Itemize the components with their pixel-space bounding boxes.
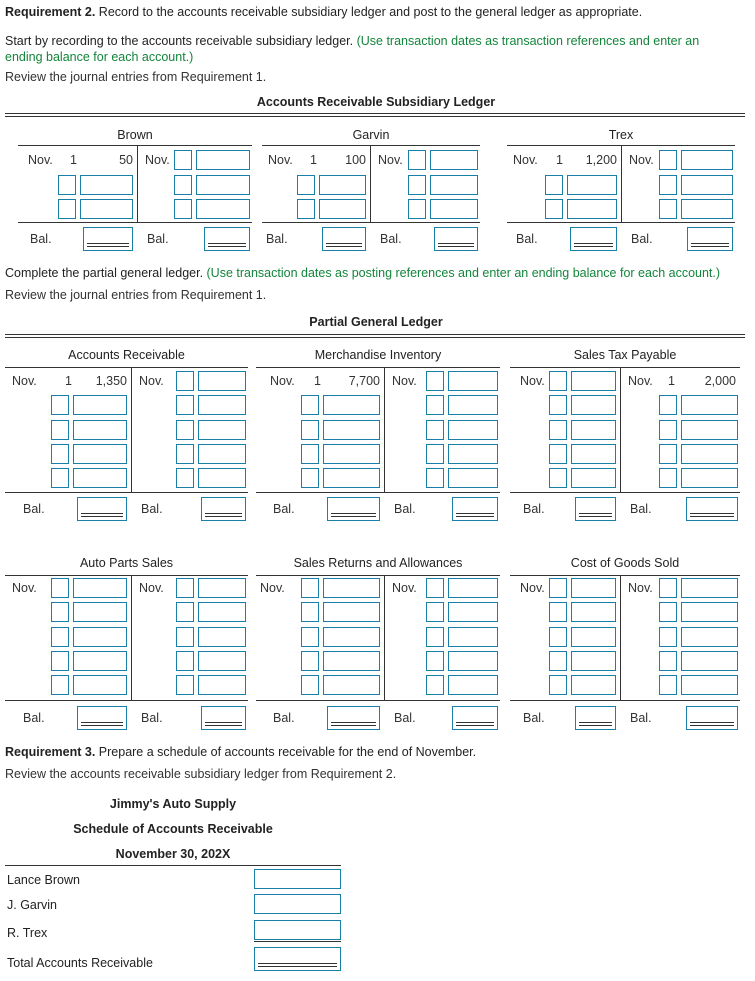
cost-of-goods-sold-account-debit-amount-input-4[interactable] [571, 675, 616, 695]
cost-of-goods-sold-account-credit-date-input-1[interactable] [659, 602, 677, 622]
garvin-account-credit-amount-input-0[interactable] [430, 150, 478, 170]
garvin-account-debit-amount: 100 [345, 153, 366, 167]
merchandise-inventory-account-credit-date-input-1[interactable] [426, 395, 444, 415]
sales-tax-payable-account-bottom-rule [510, 492, 740, 493]
trex-account-debit-nov-label: Nov. [513, 153, 538, 167]
trex-account-credit-nov-label: Nov. [629, 153, 654, 167]
auto-parts-sales-account-credit-nov-label: Nov. [139, 581, 164, 595]
cost-of-goods-sold-account-debit-nov-label: Nov. [520, 581, 545, 595]
cost-of-goods-sold-account-debit-bal-label: Bal. [523, 711, 545, 725]
accounts-receivable-account-debit-date-input-2[interactable] [51, 420, 69, 440]
sales-tax-payable-account-credit-nov-label: Nov. [628, 374, 653, 388]
merchandise-inventory-account-credit-date-input-3[interactable] [426, 444, 444, 464]
sales-tax-payable-account-debit-amount-input-2[interactable] [571, 420, 616, 440]
sales-returns-account-bottom-rule [256, 700, 500, 701]
trex-account-debit-bal-label: Bal. [516, 232, 538, 246]
sales-returns-account-debit-date-input-3[interactable] [301, 651, 319, 671]
brown-account-credit-balance-input[interactable] [204, 227, 250, 251]
merchandise-inventory-account-debit-amount-input-4[interactable] [323, 468, 380, 488]
auto-parts-sales-account-credit-amount-input-1[interactable] [198, 602, 246, 622]
schedule-row-total: Total Accounts Receivable [7, 956, 153, 970]
merchandise-inventory-account-debit-date-input-2[interactable] [301, 420, 319, 440]
merchandise-inventory-account-debit-amount-input-1[interactable] [323, 395, 380, 415]
sales-tax-payable-account-title: Sales Tax Payable [573, 348, 677, 362]
merchandise-inventory-account-credit-amount-input-3[interactable] [448, 444, 498, 464]
accounts-receivable-account-credit-amount-input-1[interactable] [198, 395, 246, 415]
sales-returns-account-center-rule [384, 575, 385, 700]
trex-account-debit-balance-input[interactable] [570, 227, 617, 251]
auto-parts-sales-account-debit-amount-input-1[interactable] [73, 602, 127, 622]
sales-tax-payable-account-credit-date-input-2[interactable] [659, 420, 677, 440]
sales-returns-account-credit-amount-input-3[interactable] [448, 651, 498, 671]
garvin-account-credit-date-input-1[interactable] [408, 175, 426, 195]
merchandise-inventory-account-credit-date-input-4[interactable] [426, 468, 444, 488]
garvin-account-credit-nov-label: Nov. [378, 153, 403, 167]
accounts-receivable-account-title: Accounts Receivable [68, 348, 185, 362]
trex-account-debit-date: 1 [556, 153, 563, 167]
accounts-receivable-account-debit-amount-input-2[interactable] [73, 420, 127, 440]
auto-parts-sales-account-credit-date-input-3[interactable] [176, 651, 194, 671]
sales-returns-account-credit-amount-input-4[interactable] [448, 675, 498, 695]
accounts-receivable-account-debit-bal-label: Bal. [23, 502, 45, 516]
brown-account-credit-date-input-0[interactable] [174, 150, 192, 170]
trex-account-credit-amount-input-1[interactable] [681, 175, 733, 195]
sales-tax-payable-account-debit-date-input-2[interactable] [549, 420, 567, 440]
brown-account-credit-amount-input-1[interactable] [196, 175, 250, 195]
trex-account-debit-amount-input-2[interactable] [567, 199, 617, 219]
req2-review-text: Review the journal entries from Requirement 1. [5, 70, 267, 84]
sales-returns-account-debit-amount-input-1[interactable] [323, 602, 380, 622]
auto-parts-sales-account-debit-balance-input[interactable] [77, 706, 127, 730]
schedule-trex-amount-input[interactable] [254, 920, 341, 940]
trex-account-debit-amount: 1,200 [585, 153, 617, 167]
sales-tax-payable-account-debit-amount-input-1[interactable] [571, 395, 616, 415]
sales-returns-account-title: Sales Returns and Allowances [293, 556, 463, 570]
schedule-brown-amount-input[interactable] [254, 869, 341, 889]
brown-account-debit-amount: 50 [119, 153, 133, 167]
cost-of-goods-sold-account-credit-amount-input-0[interactable] [681, 578, 738, 598]
auto-parts-sales-account-credit-amount-input-2[interactable] [198, 627, 246, 647]
req2-start-text: Start by recording to the accounts receivable subsidiary ledger. [5, 34, 357, 48]
merchandise-inventory-account-debit-date-input-4[interactable] [301, 468, 319, 488]
auto-parts-sales-account-credit-date-input-2[interactable] [176, 627, 194, 647]
req3-heading-text: Prepare a schedule of accounts receivable for the end of November. [95, 745, 477, 759]
sales-tax-payable-account-top-rule [510, 367, 740, 368]
auto-parts-sales-account-bottom-rule [5, 700, 248, 701]
sales-returns-account-credit-balance-input[interactable] [452, 706, 498, 730]
brown-account-credit-bal-label: Bal. [147, 232, 169, 246]
trex-account-center-rule [621, 145, 622, 222]
trex-account-credit-date-input-1[interactable] [659, 175, 677, 195]
accounts-receivable-account-debit-date-input-1[interactable] [51, 395, 69, 415]
trex-account-credit-date-input-2[interactable] [659, 199, 677, 219]
auto-parts-sales-account-center-rule [131, 575, 132, 700]
auto-parts-sales-account-debit-amount-input-2[interactable] [73, 627, 127, 647]
schedule-total-amount-input[interactable] [254, 947, 341, 971]
brown-account-debit-amount-input-1[interactable] [80, 175, 133, 195]
auto-parts-sales-account-debit-nov-label: Nov. [12, 581, 37, 595]
sales-tax-payable-account-credit-date: 1 [668, 374, 675, 388]
req2-start-hint: (Use transaction dates as transaction references and enter an ending balance for each account.) [5, 34, 700, 64]
schedule-garvin-amount-input[interactable] [254, 894, 341, 914]
auto-parts-sales-account-debit-date-input-2[interactable] [51, 627, 69, 647]
merchandise-inventory-account-credit-nov-label: Nov. [392, 374, 417, 388]
accounts-receivable-account-credit-date-input-4[interactable] [176, 468, 194, 488]
cost-of-goods-sold-account-credit-amount-input-3[interactable] [681, 651, 738, 671]
cost-of-goods-sold-account-top-rule [510, 575, 740, 576]
accounts-receivable-account-debit-amount-input-3[interactable] [73, 444, 127, 464]
schedule-date: November 30, 202X [115, 847, 231, 861]
accounts-receivable-account-credit-nov-label: Nov. [139, 374, 164, 388]
brown-account-debit-date-input-2[interactable] [58, 199, 76, 219]
sales-tax-payable-account-debit-balance-input[interactable] [575, 497, 616, 521]
req3-heading-bold: Requirement 3. [5, 745, 96, 759]
merchandise-inventory-account-credit-amount-input-4[interactable] [448, 468, 498, 488]
brown-account-debit-amount-input-2[interactable] [80, 199, 133, 219]
cost-of-goods-sold-account-credit-nov-label: Nov. [628, 581, 653, 595]
accounts-receivable-account-credit-amount-input-2[interactable] [198, 420, 246, 440]
schedule-subtotal-rule [254, 941, 341, 942]
merchandise-inventory-account-top-rule [256, 367, 500, 368]
auto-parts-sales-account-debit-date-input-0[interactable] [51, 578, 69, 598]
merchandise-inventory-account-debit-amount-input-3[interactable] [323, 444, 380, 464]
sales-returns-account-credit-bal-label: Bal. [394, 711, 416, 725]
trex-account-bottom-rule [507, 222, 735, 223]
accounts-receivable-account-credit-amount-input-0[interactable] [198, 371, 246, 391]
merchandise-inventory-account-title: Merchandise Inventory [314, 348, 442, 362]
sales-tax-payable-account-debit-amount-input-3[interactable] [571, 444, 616, 464]
schedule-company: Jimmy's Auto Supply [109, 797, 237, 811]
auto-parts-sales-account-title: Auto Parts Sales [79, 556, 174, 570]
req2-start-instruction [5, 33, 740, 65]
brown-account-credit-date-input-1[interactable] [174, 175, 192, 195]
accounts-receivable-account-debit-date-input-4[interactable] [51, 468, 69, 488]
accounts-receivable-account-credit-bal-label: Bal. [141, 502, 163, 516]
sales-returns-account-debit-balance-input[interactable] [327, 706, 380, 730]
merchandise-inventory-account-debit-date-input-1[interactable] [301, 395, 319, 415]
merchandise-inventory-account-debit-date: 1 [314, 374, 321, 388]
trex-account-credit-bal-label: Bal. [631, 232, 653, 246]
auto-parts-sales-account-credit-date-input-4[interactable] [176, 675, 194, 695]
complete-text: Complete the partial general ledger. [5, 266, 207, 280]
trex-account-credit-balance-input[interactable] [687, 227, 733, 251]
sales-tax-payable-account-credit-amount-input-3[interactable] [681, 444, 738, 464]
auto-parts-sales-account-debit-bal-label: Bal. [23, 711, 45, 725]
merchandise-inventory-account-debit-amount: 7,700 [348, 374, 380, 388]
schedule-row-garvin: J. Garvin [7, 898, 58, 912]
cost-of-goods-sold-account-debit-date-input-2[interactable] [549, 627, 567, 647]
garvin-account-center-rule [370, 145, 371, 222]
accounts-receivable-account-debit-date: 1 [65, 374, 72, 388]
trex-account-credit-amount-input-0[interactable] [681, 150, 733, 170]
brown-account-credit-amount-input-0[interactable] [196, 150, 250, 170]
sales-returns-account-top-rule [256, 575, 500, 576]
sales-returns-account-debit-date-input-0[interactable] [301, 578, 319, 598]
cost-of-goods-sold-account-debit-amount-input-0[interactable] [571, 578, 616, 598]
accounts-receivable-account-credit-amount-input-4[interactable] [198, 468, 246, 488]
garvin-account-debit-balance-input[interactable] [322, 227, 366, 251]
auto-parts-sales-account-credit-date-input-0[interactable] [176, 578, 194, 598]
trex-account-title: Trex [608, 128, 634, 142]
sales-tax-payable-account-debit-bal-label: Bal. [523, 502, 545, 516]
cost-of-goods-sold-account-debit-amount-input-2[interactable] [571, 627, 616, 647]
brown-account-top-rule [18, 145, 252, 146]
complete-instruction [5, 266, 720, 280]
merchandise-inventory-account-debit-bal-label: Bal. [273, 502, 295, 516]
sales-tax-payable-account-debit-date-input-1[interactable] [549, 395, 567, 415]
merchandise-inventory-account-bottom-rule [256, 492, 500, 493]
cost-of-goods-sold-account-credit-amount-input-4[interactable] [681, 675, 738, 695]
accounts-receivable-account-bottom-rule [5, 492, 248, 493]
cost-of-goods-sold-account-title: Cost of Goods Sold [570, 556, 680, 570]
merchandise-inventory-account-debit-nov-label: Nov. [270, 374, 295, 388]
trex-account-debit-date-input-1[interactable] [545, 175, 563, 195]
garvin-account-bottom-rule [262, 222, 480, 223]
sales-tax-payable-account-debit-date-input-4[interactable] [549, 468, 567, 488]
subsidiary-ledger-title: Accounts Receivable Subsidiary Ledger [256, 95, 496, 109]
brown-account-debit-date-input-1[interactable] [58, 175, 76, 195]
cost-of-goods-sold-account-debit-date-input-0[interactable] [549, 578, 567, 598]
garvin-account-debit-date-input-2[interactable] [297, 199, 315, 219]
merchandise-inventory-account-credit-date-input-0[interactable] [426, 371, 444, 391]
garvin-account-credit-amount-input-2[interactable] [430, 199, 478, 219]
trex-account-debit-amount-input-1[interactable] [567, 175, 617, 195]
accounts-receivable-account-credit-date-input-1[interactable] [176, 395, 194, 415]
garvin-account-title: Garvin [352, 128, 390, 142]
merchandise-inventory-account-debit-balance-input[interactable] [327, 497, 380, 521]
merchandise-inventory-account-credit-amount-input-1[interactable] [448, 395, 498, 415]
cost-of-goods-sold-account-credit-bal-label: Bal. [630, 711, 652, 725]
cost-of-goods-sold-account-credit-date-input-4[interactable] [659, 675, 677, 695]
sales-returns-account-debit-date-input-2[interactable] [301, 627, 319, 647]
req2-heading-bold: Requirement 2. [5, 5, 96, 19]
sales-tax-payable-account-credit-date-input-3[interactable] [659, 444, 677, 464]
sales-tax-payable-account-credit-date-input-1[interactable] [659, 395, 677, 415]
sales-tax-payable-account-debit-date-input-0[interactable] [549, 371, 567, 391]
auto-parts-sales-account-debit-date-input-3[interactable] [51, 651, 69, 671]
cost-of-goods-sold-account-bottom-rule [510, 700, 740, 701]
brown-account-credit-nov-label: Nov. [145, 153, 170, 167]
auto-parts-sales-account-credit-bal-label: Bal. [141, 711, 163, 725]
cost-of-goods-sold-account-credit-date-input-0[interactable] [659, 578, 677, 598]
cost-of-goods-sold-account-debit-date-input-4[interactable] [549, 675, 567, 695]
sales-returns-account-credit-date-input-1[interactable] [426, 602, 444, 622]
cost-of-goods-sold-account-credit-amount-input-1[interactable] [681, 602, 738, 622]
cost-of-goods-sold-account-debit-amount-input-1[interactable] [571, 602, 616, 622]
sales-tax-payable-account-credit-amount: 2,000 [704, 374, 736, 388]
cost-of-goods-sold-account-credit-date-input-3[interactable] [659, 651, 677, 671]
sales-tax-payable-account-debit-amount-input-0[interactable] [571, 371, 616, 391]
merchandise-inventory-account-credit-balance-input[interactable] [452, 497, 498, 521]
cost-of-goods-sold-account-credit-amount-input-2[interactable] [681, 627, 738, 647]
garvin-account-credit-balance-input[interactable] [434, 227, 478, 251]
auto-parts-sales-account-debit-amount-input-3[interactable] [73, 651, 127, 671]
accounts-receivable-account-debit-nov-label: Nov. [12, 374, 37, 388]
sales-returns-account-debit-amount-input-0[interactable] [323, 578, 380, 598]
accounts-receivable-account-top-rule [5, 367, 248, 368]
accounts-receivable-account-center-rule [131, 367, 132, 492]
cost-of-goods-sold-account-debit-amount-input-3[interactable] [571, 651, 616, 671]
garvin-account-debit-date-input-1[interactable] [297, 175, 315, 195]
req3-review-text: Review the accounts receivable subsidiary ledger from Requirement 2. [5, 767, 397, 781]
sales-returns-account-debit-bal-label: Bal. [273, 711, 295, 725]
garvin-account-top-rule [262, 145, 480, 146]
brown-account-center-rule [137, 145, 138, 222]
merchandise-inventory-account-credit-bal-label: Bal. [394, 502, 416, 516]
subsidiary-title-rule [5, 113, 745, 117]
sales-returns-account-credit-date-input-2[interactable] [426, 627, 444, 647]
sales-returns-account-debit-amount-input-2[interactable] [323, 627, 380, 647]
auto-parts-sales-account-debit-date-input-1[interactable] [51, 602, 69, 622]
sales-returns-account-credit-amount-input-1[interactable] [448, 602, 498, 622]
general-title-rule [5, 334, 745, 338]
merchandise-inventory-account-debit-date-input-3[interactable] [301, 444, 319, 464]
sales-returns-account-debit-amount-input-4[interactable] [323, 675, 380, 695]
schedule-row-brown: Lance Brown [7, 873, 80, 887]
req2-heading [5, 5, 642, 19]
sales-tax-payable-account-center-rule [620, 367, 621, 492]
garvin-account-debit-date: 1 [310, 153, 317, 167]
garvin-account-debit-bal-label: Bal. [266, 232, 288, 246]
cost-of-goods-sold-account-center-rule [620, 575, 621, 700]
cost-of-goods-sold-account-credit-balance-input[interactable] [686, 706, 738, 730]
brown-account-debit-bal-label: Bal. [30, 232, 52, 246]
schedule-title: Schedule of Accounts Receivable [73, 822, 273, 836]
auto-parts-sales-account-debit-date-input-4[interactable] [51, 675, 69, 695]
sales-tax-payable-account-credit-amount-input-2[interactable] [681, 420, 738, 440]
req3-heading [5, 745, 476, 759]
auto-parts-sales-account-credit-date-input-1[interactable] [176, 602, 194, 622]
brown-account-debit-nov-label: Nov. [28, 153, 53, 167]
accounts-receivable-account-credit-date-input-2[interactable] [176, 420, 194, 440]
complete-hint: (Use transaction dates as posting references and enter an ending balance for each account.) [206, 266, 721, 280]
auto-parts-sales-account-credit-amount-input-3[interactable] [198, 651, 246, 671]
sales-tax-payable-account-credit-amount-input-1[interactable] [681, 395, 738, 415]
req2-heading-text: Record to the accounts receivable subsidiary ledger and post to the general ledger as appropriate. [95, 5, 643, 19]
accounts-receivable-account-debit-amount-input-4[interactable] [73, 468, 127, 488]
merchandise-inventory-account-credit-amount-input-0[interactable] [448, 371, 498, 391]
accounts-receivable-account-debit-amount: 1,350 [95, 374, 127, 388]
sales-returns-account-debit-date-input-1[interactable] [301, 602, 319, 622]
garvin-account-credit-date-input-0[interactable] [408, 150, 426, 170]
auto-parts-sales-account-credit-amount-input-0[interactable] [198, 578, 246, 598]
brown-account-debit-date: 1 [70, 153, 77, 167]
sales-returns-account-debit-nov-label: Nov. [260, 581, 285, 595]
cost-of-goods-sold-account-debit-balance-input[interactable] [575, 706, 616, 730]
sales-tax-payable-account-debit-amount-input-4[interactable] [571, 468, 616, 488]
accounts-receivable-account-credit-balance-input[interactable] [201, 497, 246, 521]
cost-of-goods-sold-account-debit-date-input-3[interactable] [549, 651, 567, 671]
accounts-receivable-account-debit-balance-input[interactable] [77, 497, 127, 521]
schedule-row-trex: R. Trex [7, 926, 48, 940]
brown-account-credit-amount-input-2[interactable] [196, 199, 250, 219]
cost-of-goods-sold-account-debit-date-input-1[interactable] [549, 602, 567, 622]
accounts-receivable-account-credit-amount-input-3[interactable] [198, 444, 246, 464]
cost-of-goods-sold-account-credit-date-input-2[interactable] [659, 627, 677, 647]
merchandise-inventory-account-credit-date-input-2[interactable] [426, 420, 444, 440]
trex-account-debit-date-input-2[interactable] [545, 199, 563, 219]
auto-parts-sales-account-debit-amount-input-4[interactable] [73, 675, 127, 695]
trex-account-credit-date-input-0[interactable] [659, 150, 677, 170]
garvin-account-debit-nov-label: Nov. [268, 153, 293, 167]
brown-account-title: Brown [117, 128, 153, 142]
merchandise-inventory-account-center-rule [384, 367, 385, 492]
sales-returns-account-credit-date-input-3[interactable] [426, 651, 444, 671]
garvin-account-credit-amount-input-1[interactable] [430, 175, 478, 195]
garvin-account-debit-amount-input-2[interactable] [319, 199, 366, 219]
trex-account-credit-amount-input-2[interactable] [681, 199, 733, 219]
sales-returns-account-credit-amount-input-2[interactable] [448, 627, 498, 647]
accounts-receivable-account-credit-date-input-3[interactable] [176, 444, 194, 464]
auto-parts-sales-account-credit-amount-input-4[interactable] [198, 675, 246, 695]
sales-returns-account-debit-amount-input-3[interactable] [323, 651, 380, 671]
sales-returns-account-debit-date-input-4[interactable] [301, 675, 319, 695]
sales-tax-payable-account-credit-amount-input-4[interactable] [681, 468, 738, 488]
auto-parts-sales-account-credit-balance-input[interactable] [201, 706, 246, 730]
brown-account-bottom-rule [18, 222, 252, 223]
sales-returns-account-credit-amount-input-0[interactable] [448, 578, 498, 598]
brown-account-credit-date-input-2[interactable] [174, 199, 192, 219]
sales-tax-payable-account-debit-nov-label: Nov. [520, 374, 545, 388]
general-ledger-title: Partial General Ledger [309, 315, 443, 329]
sales-tax-payable-account-credit-bal-label: Bal. [630, 502, 652, 516]
auto-parts-sales-account-top-rule [5, 575, 248, 576]
merchandise-inventory-account-debit-amount-input-2[interactable] [323, 420, 380, 440]
brown-account-debit-balance-input[interactable] [83, 227, 133, 251]
garvin-account-credit-date-input-2[interactable] [408, 199, 426, 219]
accounts-receivable-account-debit-date-input-3[interactable] [51, 444, 69, 464]
merchandise-inventory-account-credit-amount-input-2[interactable] [448, 420, 498, 440]
schedule-header-rule [5, 865, 341, 866]
sales-returns-account-credit-date-input-4[interactable] [426, 675, 444, 695]
review-text-2: Review the journal entries from Requirement 1. [5, 288, 267, 302]
garvin-account-credit-bal-label: Bal. [380, 232, 402, 246]
sales-returns-account-credit-nov-label: Nov. [392, 581, 417, 595]
sales-tax-payable-account-credit-balance-input[interactable] [686, 497, 738, 521]
garvin-account-debit-amount-input-1[interactable] [319, 175, 366, 195]
accounts-receivable-account-credit-date-input-0[interactable] [176, 371, 194, 391]
accounts-receivable-account-debit-amount-input-1[interactable] [73, 395, 127, 415]
sales-tax-payable-account-credit-date-input-4[interactable] [659, 468, 677, 488]
auto-parts-sales-account-debit-amount-input-0[interactable] [73, 578, 127, 598]
sales-tax-payable-account-debit-date-input-3[interactable] [549, 444, 567, 464]
sales-returns-account-credit-date-input-0[interactable] [426, 578, 444, 598]
